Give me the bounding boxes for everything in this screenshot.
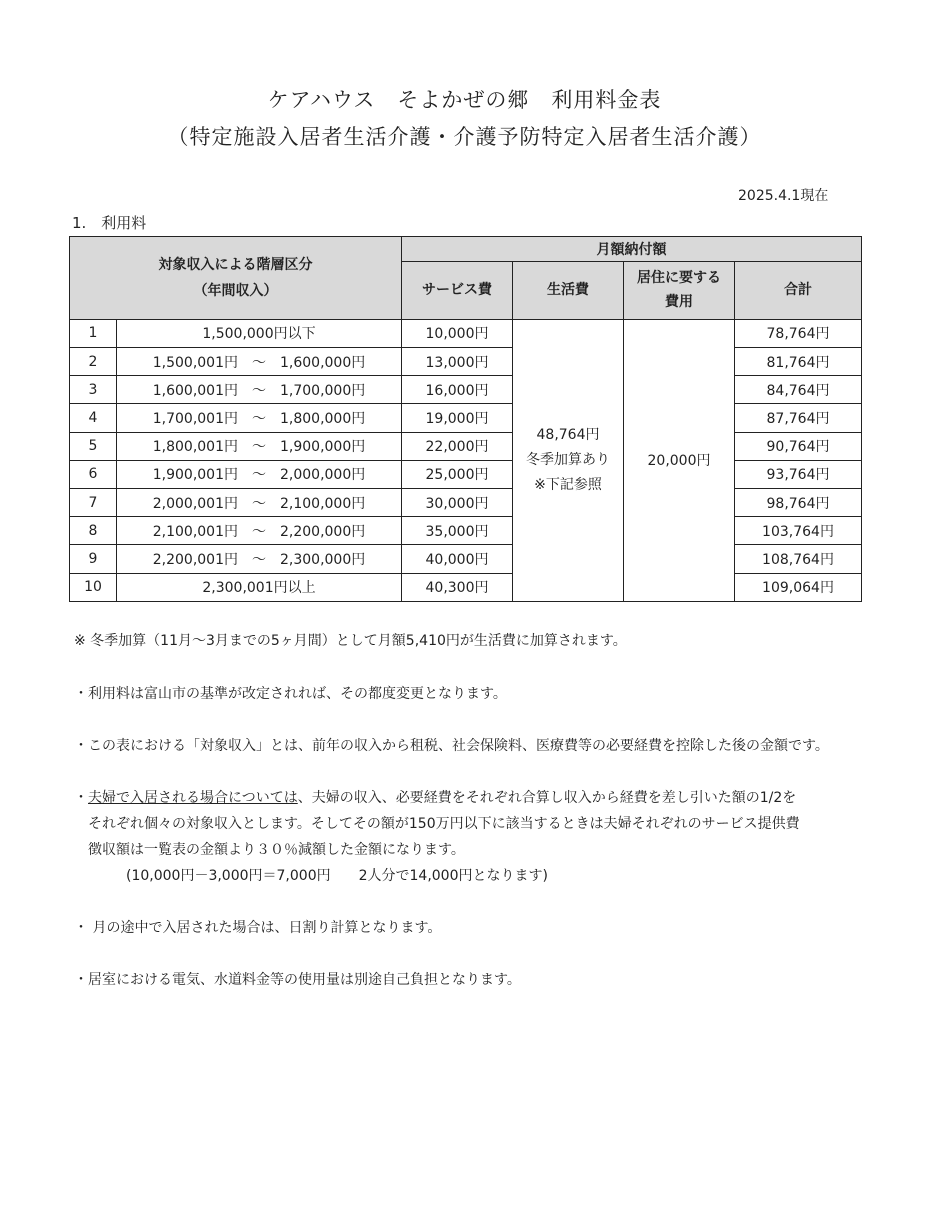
header-service-fee: サービス費 — [402, 262, 513, 319]
table-row — [70, 517, 862, 545]
residence-cost: 20,000円 — [624, 319, 735, 601]
service-fee: 10,000円 — [402, 319, 513, 347]
header-monthly-payment: 月額納付額 — [402, 237, 862, 262]
range-separator: ～ — [252, 410, 266, 427]
range-to: 1,900,000円 — [280, 439, 366, 456]
range-from: 1,600,001円 — [152, 382, 238, 399]
range-from: 2,000,001円 — [152, 495, 238, 512]
row-number: 5 — [70, 432, 117, 460]
total: 93,764円 — [735, 460, 862, 488]
total: 98,764円 — [735, 488, 862, 516]
range-separator: ～ — [252, 467, 266, 484]
note-couple — [74, 785, 800, 889]
total: 90,764円 — [735, 432, 862, 460]
row-number: 8 — [70, 517, 117, 545]
income-range: 2,300,001円以上 — [117, 573, 402, 601]
note-couple-rest: 、夫婦の収入、必要経費をそれぞれ合算し収入から経費を差し引いた額の1/2を — [297, 790, 797, 806]
range-separator: ～ — [252, 523, 266, 540]
service-fee: 16,000円 — [402, 376, 513, 404]
total: 103,764円 — [735, 517, 862, 545]
income-range: 1,500,000円以下 — [117, 319, 402, 347]
service-fee: 40,000円 — [402, 545, 513, 573]
effective-date: 2025.4.1現在 — [738, 188, 829, 204]
range-to: 1,800,000円 — [280, 410, 366, 427]
note-base-revision: ・利用料は富山市の基準が改定されれば、その都度変更となります。 — [74, 686, 507, 702]
service-fee: 35,000円 — [402, 517, 513, 545]
service-fee: 19,000円 — [402, 404, 513, 432]
range-separator: ～ — [252, 552, 266, 569]
table-row — [70, 347, 862, 375]
table-row — [70, 376, 862, 404]
row-number: 3 — [70, 376, 117, 404]
note-winter-surcharge: ※ 冬季加算（11月～3月までの5ヶ月間）として月額5,410円が生活費に加算されます。 — [74, 633, 627, 649]
range-to: 1,700,000円 — [280, 382, 366, 399]
note-couple-line1 — [74, 785, 800, 811]
range-from: 2,100,001円 — [152, 523, 238, 540]
living-cost-cell — [513, 319, 624, 601]
row-number: 10 — [70, 573, 117, 601]
income-range — [117, 488, 402, 516]
living-cost-reference: ※下記参照 — [534, 476, 602, 493]
range-separator: ～ — [252, 439, 266, 456]
header-income-label: 対象収入による階層区分 — [158, 256, 313, 273]
header-residence-line1: 居住に要する — [637, 270, 721, 287]
row-number: 9 — [70, 545, 117, 573]
range-to: 2,100,000円 — [280, 495, 366, 512]
range-to: 2,000,000円 — [280, 467, 366, 484]
income-range — [117, 347, 402, 375]
total: 109,064円 — [735, 573, 862, 601]
range-separator: ～ — [252, 382, 266, 399]
range-from: 1,500,001円 — [152, 354, 238, 371]
income-range — [117, 545, 402, 573]
range-from: 1,700,001円 — [152, 410, 238, 427]
service-fee: 30,000円 — [402, 488, 513, 516]
row-number: 4 — [70, 404, 117, 432]
service-fee: 25,000円 — [402, 460, 513, 488]
note-utilities: ・居室における電気、水道料金等の使用量は別途自己負担となります。 — [74, 972, 521, 988]
table-row — [70, 545, 862, 573]
section-heading: 1. 利用料 — [72, 214, 147, 232]
range-separator: ～ — [252, 495, 266, 512]
total: 84,764円 — [735, 376, 862, 404]
header-income-bracket — [70, 237, 402, 320]
table-row — [70, 404, 862, 432]
income-range — [117, 432, 402, 460]
table-row — [70, 573, 862, 601]
header-living-cost: 生活費 — [513, 262, 624, 319]
service-fee: 13,000円 — [402, 347, 513, 375]
range-from: 1,800,001円 — [152, 439, 238, 456]
note-couple-underlined: 夫婦で入居される場合については — [88, 790, 298, 806]
range-to: 2,200,000円 — [280, 523, 366, 540]
header-total: 合計 — [735, 262, 862, 319]
income-range — [117, 376, 402, 404]
total: 108,764円 — [735, 545, 862, 573]
table-row — [70, 488, 862, 516]
row-number: 7 — [70, 488, 117, 516]
table-row — [70, 319, 862, 347]
row-number: 6 — [70, 460, 117, 488]
table-row — [70, 432, 862, 460]
header-residence-line2: 費用 — [665, 294, 693, 311]
document-title: ケアハウス そよかぜの郷 利用料金表 — [267, 88, 662, 112]
total: 81,764円 — [735, 347, 862, 375]
total: 78,764円 — [735, 319, 862, 347]
range-from: 1,900,001円 — [152, 467, 238, 484]
range-to: 2,300,000円 — [280, 552, 366, 569]
service-fee: 40,300円 — [402, 573, 513, 601]
note-income-definition: ・この表における「対象収入」とは、前年の収入から租税、社会保険料、医療費等の必要経費を控除した後の金額です。 — [74, 738, 829, 754]
service-fee: 22,000円 — [402, 432, 513, 460]
note-couple-calculation: (10,000円－3,000円＝7,000円 2人分で14,000円となります) — [126, 868, 548, 884]
row-number: 2 — [70, 347, 117, 375]
income-range — [117, 404, 402, 432]
document-subtitle: （特定施設入居者生活介護・介護予防特定入居者生活介護） — [167, 125, 762, 149]
income-range — [117, 460, 402, 488]
range-from: 2,200,001円 — [152, 552, 238, 569]
note-couple-line3: 徴収額は一覧表の金額より３０％減額した金額になります。 — [88, 842, 465, 858]
header-income-sublabel: （年間収入） — [193, 282, 278, 299]
header-residence-cost — [624, 262, 735, 319]
range-separator: ～ — [252, 354, 266, 371]
row-number: 1 — [70, 319, 117, 347]
table-row — [70, 460, 862, 488]
living-cost-note: 冬季加算あり — [526, 451, 610, 468]
living-cost-value: 48,764円 — [536, 426, 600, 443]
income-range — [117, 517, 402, 545]
note-midmonth: ・ 月の途中で入居された場合は、日割り計算となります。 — [74, 920, 442, 936]
note-couple-line2: それぞれ個々の対象収入とします。そしてその額が150万円以下に該当するときは夫婦それぞれのサービス提供費 — [88, 816, 800, 832]
note-couple-bullet: ・ — [74, 790, 88, 806]
fee-table — [69, 236, 862, 602]
total: 87,764円 — [735, 404, 862, 432]
range-to: 1,600,000円 — [280, 354, 366, 371]
